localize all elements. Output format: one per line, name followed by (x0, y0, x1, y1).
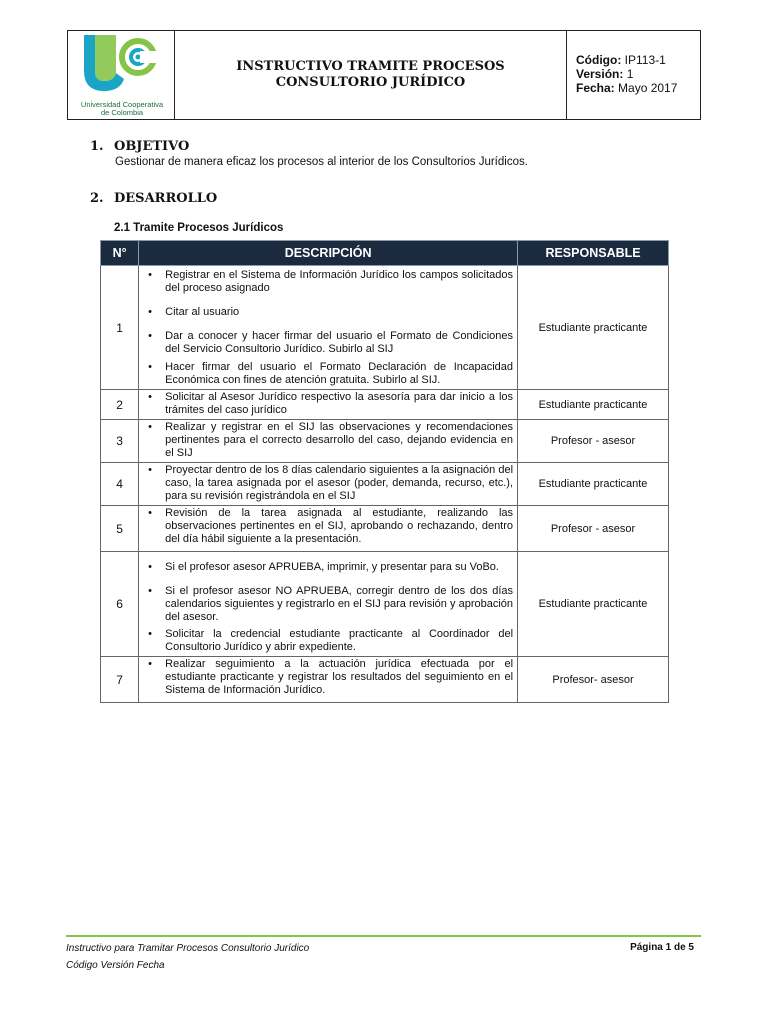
list-item: • Solicitar la credencial estudiante practicante al Coordinador del Consultorio Jurídico y abrir expediente. (143, 628, 513, 654)
header-num: N° (101, 241, 139, 266)
document-header (67, 30, 701, 120)
section-title: OBJETIVO (114, 139, 190, 154)
list-item: • Dar a conocer y hacer firmar del usuario el Formato de Condiciones del Servicio Consultorio Jurídico. Subirlo al SIJ (143, 330, 513, 356)
version-value: 1 (626, 67, 634, 81)
row-number: 4 (101, 463, 139, 506)
row-description (139, 420, 518, 463)
list-item: • Registrar en el Sistema de Información Jurídico los campos solicitados del proceso asignado (143, 269, 513, 295)
procedure-table (100, 240, 669, 703)
row-number: 5 (101, 506, 139, 552)
section-number: 2. (90, 191, 104, 206)
row-description (139, 266, 518, 390)
section-number: 1. (90, 139, 104, 154)
section-objetivo-heading (90, 139, 189, 154)
list-item: • Realizar y registrar en el SIJ las observaciones y recomendaciones pertinentes para el correcto desarrollo del caso, dejando evidencia en el SIJ (143, 421, 513, 460)
footer-left (66, 940, 309, 974)
table-row (101, 390, 669, 420)
document-title: INSTRUCTIVO TRAMITE PROCESOS CONSULTORIO JURÍDICO (175, 31, 567, 119)
row-number: 6 (101, 552, 139, 657)
row-responsable: Estudiante practicante (518, 390, 669, 420)
list-item: • Si el profesor asesor NO APRUEBA, corregir dentro de los dos días calendarios siguientes y registrarlo en el SIJ para revisión y aprobación del asesor. (143, 585, 513, 624)
footer-document-name: Instructivo para Tramitar Procesos Consultorio Jurídico (66, 943, 310, 954)
header-responsable: RESPONSABLE (518, 241, 669, 266)
list-item: • Revisión de la tarea asignada al estudiante, realizando las observaciones pertinentes en el SIJ, aprobando o rechazando, dentro del día hábil siguiente a la presentación. (143, 507, 513, 546)
logo-caption (72, 101, 172, 117)
row-number: 2 (101, 390, 139, 420)
row-description (139, 463, 518, 506)
fecha-value: Mayo 2017 (618, 81, 678, 95)
row-number: 7 (101, 657, 139, 703)
table-row (101, 657, 669, 703)
row-responsable: Profesor- asesor (518, 657, 669, 703)
row-responsable: Estudiante practicante (518, 463, 669, 506)
university-logo (68, 31, 175, 119)
codigo-label: Código: (576, 53, 622, 67)
list-item: • Citar al usuario (143, 306, 513, 319)
footer-divider (66, 935, 701, 937)
row-description (139, 506, 518, 552)
row-description (139, 552, 518, 657)
table-header-row (101, 241, 669, 266)
section-desarrollo-heading (90, 191, 217, 206)
footer-code-version-date: Código Versión Fecha (66, 960, 165, 971)
row-description (139, 657, 518, 703)
fecha-label: Fecha: (576, 81, 615, 95)
codigo-value: IP113-1 (624, 53, 666, 67)
table-row (101, 420, 669, 463)
row-responsable: Profesor - asesor (518, 420, 669, 463)
list-item: • Si el profesor asesor APRUEBA, imprimir, y presentar para su VoBo. (143, 561, 513, 574)
list-item: • Hacer firmar del usuario el Formato Declaración de Incapacidad Económica con fines de atención gratuita. Subirlo al SIJ. (143, 361, 513, 387)
row-number: 1 (101, 266, 139, 390)
list-item: • Realizar seguimiento a la actuación jurídica efectuada por el estudiante practicante y registrar los resultados del seguimiento en el Sistema de Información Jurídico. (143, 658, 513, 697)
row-description (139, 390, 518, 420)
row-responsable: Estudiante practicante (518, 552, 669, 657)
list-item: • Proyectar dentro de los 8 días calendario siguientes a la asignación del caso, la tarea asignada por el asesor (poder, demanda, recurso, etc.), para su revisión registrándola en el SIJ (143, 464, 513, 503)
objetivo-text: Gestionar de manera eficaz los procesos al interior de los Consultorios Jurídicos. (115, 156, 528, 168)
page-number: Página 1 de 5 (630, 942, 694, 953)
section-title: DESARROLLO (114, 191, 218, 206)
row-responsable: Estudiante practicante (518, 266, 669, 390)
logo-text-line-2: de Colombia (100, 108, 144, 117)
version-label: Versión: (576, 67, 624, 81)
table-row (101, 552, 669, 657)
logo-text-line-1: Universidad Cooperativa (80, 100, 164, 109)
document-meta (567, 31, 700, 119)
header-descripcion: DESCRIPCIÓN (139, 241, 518, 266)
subsection-title: 2.1 Tramite Procesos Jurídicos (114, 222, 284, 234)
row-responsable: Profesor - asesor (518, 506, 669, 552)
table-row (101, 463, 669, 506)
table-row (101, 506, 669, 552)
list-item: • Solicitar al Asesor Jurídico respectivo la asesoría para dar inicio a los trámites del caso jurídico (143, 391, 513, 417)
row-number: 3 (101, 420, 139, 463)
table-row (101, 266, 669, 390)
